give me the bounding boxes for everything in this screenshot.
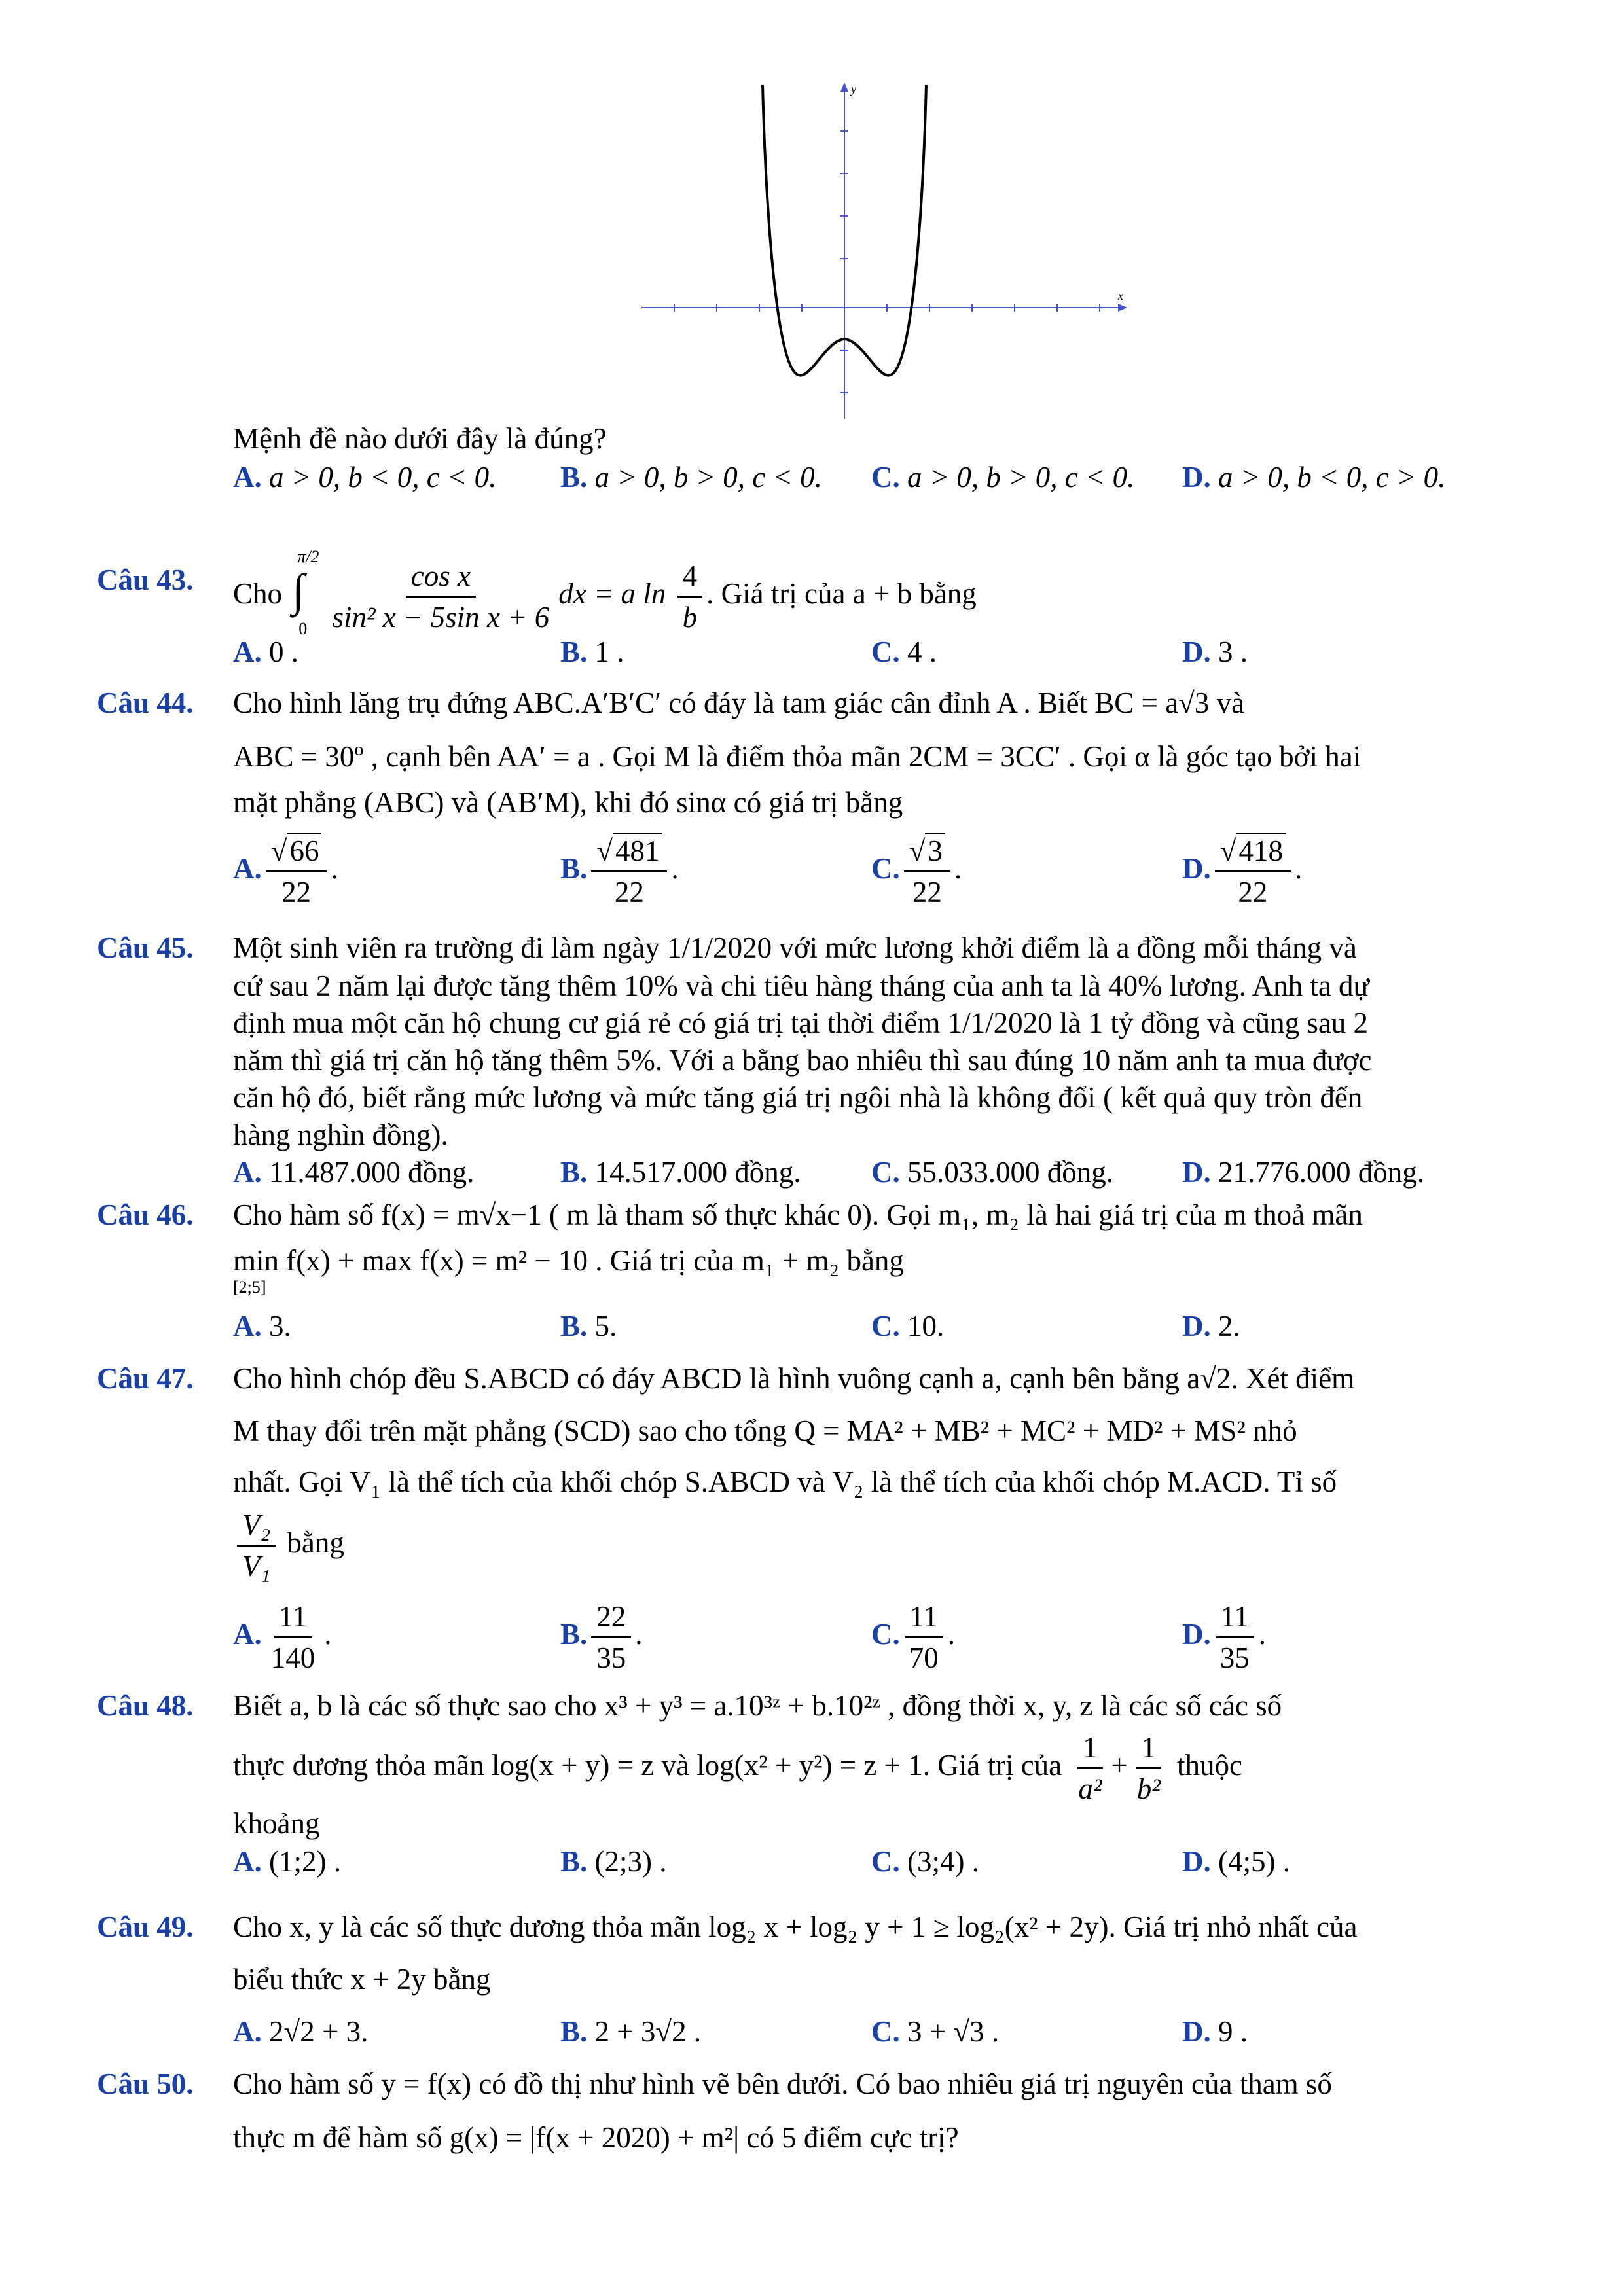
q47-option-b[interactable]: B. $\frac{22}{35}$ . bbox=[560, 1597, 643, 1677]
q43-options bbox=[233, 635, 1542, 681]
q47-label: Câu 47. bbox=[97, 1362, 194, 1395]
q50-label: Câu 50. bbox=[97, 2068, 194, 2100]
q44-line2: ABC = 30º , cạnh bên AA′ = a . Gọi M là điểm thỏa mãn 2CM = 3CC′ . Gọi α là góc tạo bởi hai bbox=[233, 740, 1362, 773]
q44-option-b[interactable]: B. $\frac{√481}{22}$ . bbox=[560, 831, 679, 912]
q44-label: Câu 44. bbox=[97, 687, 194, 719]
q45-option-d[interactable]: D. 21.776.000 đồng. bbox=[1182, 1156, 1424, 1189]
q47-line2: M thay đổi trên mặt phẳng (SCD) sao cho tổng Q = MA² + MB² + MC² + MD² + MS² nhỏ bbox=[233, 1414, 1297, 1447]
q43-option-b[interactable]: B. 1 . bbox=[560, 636, 624, 668]
q42-options bbox=[233, 460, 1542, 506]
q49-option-c[interactable]: C. 3 + √3 . bbox=[871, 2015, 1000, 2048]
q45-option-a[interactable]: A. 11.487.000 đồng. bbox=[233, 1156, 475, 1189]
q49-line1: Cho x, y là các số thực dương thỏa mãn log₂ x + log₂ y + 1 ≥ log₂(x² + 2y). Giá trị nhỏ nhất của bbox=[233, 1910, 1358, 1943]
q45-option-c[interactable]: C. 55.033.000 đồng. bbox=[871, 1156, 1113, 1189]
q48-label: Câu 48. bbox=[97, 1689, 194, 1722]
q46-option-d[interactable]: D. 2. bbox=[1182, 1310, 1240, 1342]
q42-option-c[interactable]: C. a > 0, b > 0, c < 0. bbox=[871, 461, 1135, 493]
q45-option-b[interactable]: B. 14.517.000 đồng. bbox=[560, 1156, 801, 1189]
q45-label: Câu 45. bbox=[97, 931, 194, 964]
q47-line1: Cho hình chóp đều S.ABCD có đáy ABCD là hình vuông cạnh a, cạnh bên bằng a√2. Xét điểm bbox=[233, 1362, 1355, 1395]
q43-label: Câu 43. bbox=[97, 564, 194, 596]
q45-line5: căn hộ đó, biết rằng mức lương và mức tăng giá trị ngôi nhà là không đổi ( kết quả quy tròn đến bbox=[233, 1081, 1363, 1114]
q42-option-a[interactable]: A. a > 0, b < 0, c < 0. bbox=[233, 461, 497, 493]
q48-option-b[interactable]: B. (2;3) . bbox=[560, 1845, 667, 1878]
q49-label: Câu 49. bbox=[97, 1910, 194, 1943]
q44-option-d[interactable]: D. $\frac{√418}{22}$ . bbox=[1182, 831, 1302, 912]
q43-integrand: $\frac{\text{cos x}}{\text{sin² x − 5sin x + 6}}$ bbox=[327, 556, 555, 637]
q43-stem: Cho π/2 ∫ 0 $\frac{\text{cos x}}{\text{sin² x − 5sin x + 6}}$ dx = a ln $\frac{4}{b}$ . Giá trị của a + b bằng bbox=[233, 556, 1549, 637]
q48-line2: thực dương thỏa mãn log(x + y) = z và log(x² + y²) = z + 1. Giá trị của $\frac{1}{\text{a²}}$ + $\frac{1}{\text{b²}}$ thuộc bbox=[233, 1728, 1242, 1808]
q44-line3: mặt phẳng (ABC) và (AB′M), khi đó sinα có giá trị bằng bbox=[233, 786, 903, 819]
q49-option-b[interactable]: B. 2 + 3√2 . bbox=[560, 2015, 702, 2048]
q45-line4: năm thì giá trị căn hộ tăng thêm 5%. Với a bằng bao nhiêu thì sau đúng 10 năm anh ta mua được bbox=[233, 1044, 1372, 1077]
q43-fraction: $\frac{4}{b}$ bbox=[677, 556, 703, 637]
q48-line1: Biết a, b là các số thực sao cho x³ + y³ = a.10³ᶻ + b.10²ᶻ , đồng thời x, y, z là các số các số bbox=[233, 1689, 1282, 1722]
q49-options bbox=[233, 2015, 1542, 2060]
q49-option-d[interactable]: D. 9 . bbox=[1182, 2015, 1248, 2048]
q46-line1: Cho hàm số f(x) = m√x−1 ( m là tham số thực khác 0). Gọi m₁, m₂ là hai giá trị của m thoả mãn bbox=[233, 1198, 1363, 1231]
q44-option-c[interactable]: C. $\frac{√3}{22}$ . bbox=[871, 831, 962, 912]
q47-line4: $\frac{\text{V₂}}{\text{V₁}}$ bằng bbox=[233, 1505, 344, 1586]
function-graph bbox=[628, 79, 1139, 425]
q45-line6: hàng nghìn đồng). bbox=[233, 1119, 448, 1151]
q48-option-a[interactable]: A. (1;2) . bbox=[233, 1845, 341, 1878]
q44-line1: Cho hình lăng trụ đứng ABC.A′B′C′ có đáy là tam giác cân đỉnh A . Biết BC = a√3 và bbox=[233, 687, 1245, 719]
q46-range: [2;5] bbox=[233, 1278, 266, 1297]
q42-stem: Mệnh đề nào dưới đây là đúng? bbox=[233, 422, 607, 455]
q45-line1: Một sinh viên ra trường đi làm ngày 1/1/2020 với mức lương khởi điểm là a đồng mỗi tháng và bbox=[233, 931, 1357, 964]
q50-line2: thực m để hàm số g(x) = |f(x + 2020) + m²| có 5 điểm cực trị? bbox=[233, 2121, 959, 2154]
q47-options bbox=[233, 1597, 1542, 1689]
q45-options bbox=[233, 1155, 1542, 1201]
q47-line3: nhất. Gọi V₁ là thể tích của khối chóp S.ABCD và V₂ là thể tích của khối chóp M.ACD. Tỉ số bbox=[233, 1465, 1337, 1498]
q46-option-a[interactable]: A. 3. bbox=[233, 1310, 291, 1342]
q43-int-upper: π/2 bbox=[297, 547, 319, 566]
q47-option-d[interactable]: D. $\frac{11}{35}$ . bbox=[1182, 1597, 1266, 1677]
q45-line2: cứ sau 2 năm lại được tăng thêm 10% và chi tiêu hàng tháng của anh ta là 40% lương. Anh ta dự bbox=[233, 969, 1369, 1002]
q47-option-a[interactable]: A. $\frac{11}{140}$ . bbox=[233, 1597, 332, 1677]
q50-line1: Cho hàm số y = f(x) có đồ thị như hình vẽ bên dưới. Có bao nhiêu giá trị nguyên của tham số bbox=[233, 2068, 1332, 2100]
q45-line3: định mua một căn hộ chung cư giá rẻ có giá trị tại thời điểm 1/1/2020 là 1 tỷ đồng và cũng sau 2 bbox=[233, 1007, 1369, 1039]
y-axis-label: y bbox=[851, 82, 856, 96]
q46-option-b[interactable]: B. 5. bbox=[560, 1310, 617, 1342]
q48-option-c[interactable]: C. (3;4) . bbox=[871, 1845, 979, 1878]
q48-option-d[interactable]: D. (4;5) . bbox=[1182, 1845, 1290, 1878]
q46-option-c[interactable]: C. 10. bbox=[871, 1310, 945, 1342]
q42-option-d[interactable]: D. a > 0, b < 0, c > 0. bbox=[1182, 461, 1446, 493]
q44-option-a[interactable]: A. $\frac{√66}{22}$ . bbox=[233, 831, 338, 912]
q48-line3: khoảng bbox=[233, 1807, 320, 1840]
x-axis-label: x bbox=[1118, 289, 1123, 302]
q43-option-c[interactable]: C. 4 . bbox=[871, 636, 937, 668]
q49-line2: biểu thức x + 2y bằng bbox=[233, 1963, 491, 1996]
q47-option-c[interactable]: C. $\frac{11}{70}$ . bbox=[871, 1597, 955, 1677]
q43-int-lower: 0 bbox=[298, 619, 308, 638]
q46-line2: min f(x) + max f(x) = m² − 10 . Giá trị của m₁ + m₂ bằng bbox=[233, 1244, 904, 1277]
q46-label: Câu 46. bbox=[97, 1198, 194, 1231]
q43-option-d[interactable]: D. 3 . bbox=[1182, 636, 1248, 668]
q46-options bbox=[233, 1309, 1542, 1355]
q49-option-a[interactable]: A. 2√2 + 3. bbox=[233, 2015, 369, 2048]
q43-option-a[interactable]: A. 0 . bbox=[233, 636, 298, 668]
q44-options bbox=[233, 831, 1542, 923]
q48-options bbox=[233, 1844, 1542, 1890]
q42-option-b[interactable]: B. a > 0, b > 0, c < 0. bbox=[560, 461, 822, 493]
